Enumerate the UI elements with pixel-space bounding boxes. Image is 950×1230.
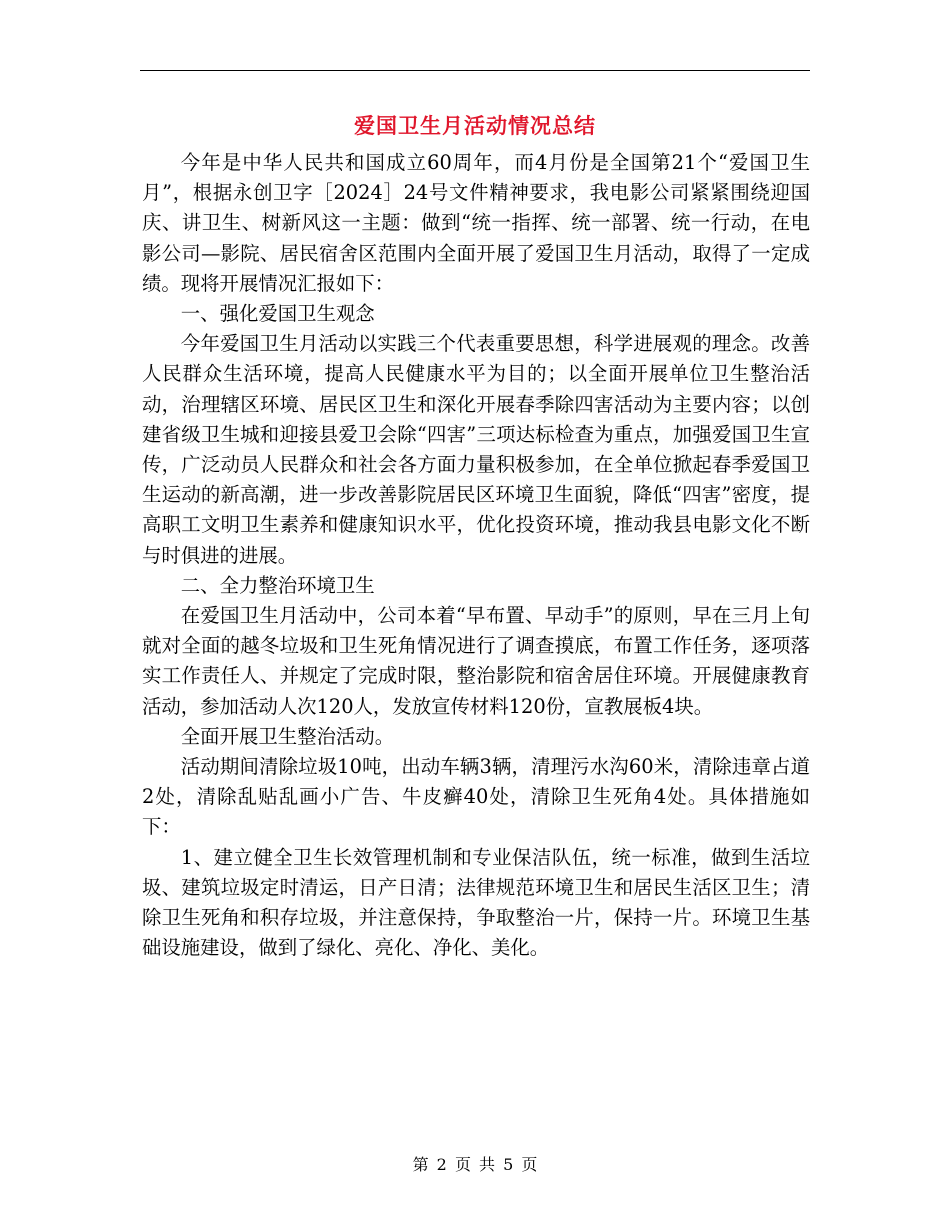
paragraph-cleanup-stats: 活动期间清除垃圾10吨，出动车辆3辆，清理污水沟60米，清除违章占道2处，清除乱贴乱画小广告、牛皮癣40处，清除卫生死角4处。具体措施如下： [142,755,810,839]
paragraph-section-1: 今年爱国卫生月活动以实践三个代表重要思想，科学进展观的理念。改善人民群众生活环境，提高人民健康水平为目的；以全面开展单位卫生整治活动，治理辖区环境、居民区卫生和深化开展春季除四害活动为主要内容；以创建省级卫生城和迎接县爱卫会除“四害”三项达标检查为重点，加强爱国卫生宣传，广泛动员人民群众和社会各方面力量积极参加，在全单位掀起春季爱国卫生运动的新高潮，进一步改善影院居民区环境卫生面貌，降低“四害”密度，提高职工文明卫生素养和健康知识水平，优化投资环境，推动我县电影文化不断与时俱进的进展。 [142,332,810,567]
page-number-footer: 第 2 页 共 5 页 [412,1155,538,1174]
paragraph-section-2: 在爱国卫生月活动中，公司本着“早布置、早动手”的原则，早在三月上旬就对全面的越冬垃圾和卫生死角情况进行了调查摸底，布置工作任务，逐项落实工作责任人、并规定了完成时限，整治影院和宿舍居住环境。开展健康教育活动，参加活动人次120人，发放宣传材料120份，宣教展板4块。 [142,604,810,718]
document-title: 爱国卫生月活动情况总结 [354,113,596,138]
subheading-cleanup: 全面开展卫生整治活动。 [180,724,395,748]
section-heading-1: 一、强化爱国卫生观念 [180,302,375,326]
paragraph-intro: 今年是中华人民共和国成立60周年，而4月份是全国第21个“爱国卫生月”，根据永创卫字［2024］24号文件精神要求，我电影公司紧紧围绕迎国庆、讲卫生、树新风这一主题：做到“统一指挥、统一部署、统一行动，在电影公司—影院、居民宿舍区范围内全面开展了爱国卫生月活动，取得了一定成绩。现将开展情况汇报如下： [142,151,810,295]
paragraph-measure-1: 1、建立健全卫生长效管理机制和专业保洁队伍，统一标准，做到生活垃圾、建筑垃圾定时清运，日产日清；法律规范环境卫生和居民生活区卫生；清除卫生死角和积存垃圾，并注意保持，争取整治一片，保持一片。环境卫生基础设施建设，做到了绿化、亮化、净化、美化。 [142,845,810,960]
header-rule [140,70,810,71]
section-heading-2: 二、全力整治环境卫生 [180,573,375,597]
document-body [142,148,810,963]
